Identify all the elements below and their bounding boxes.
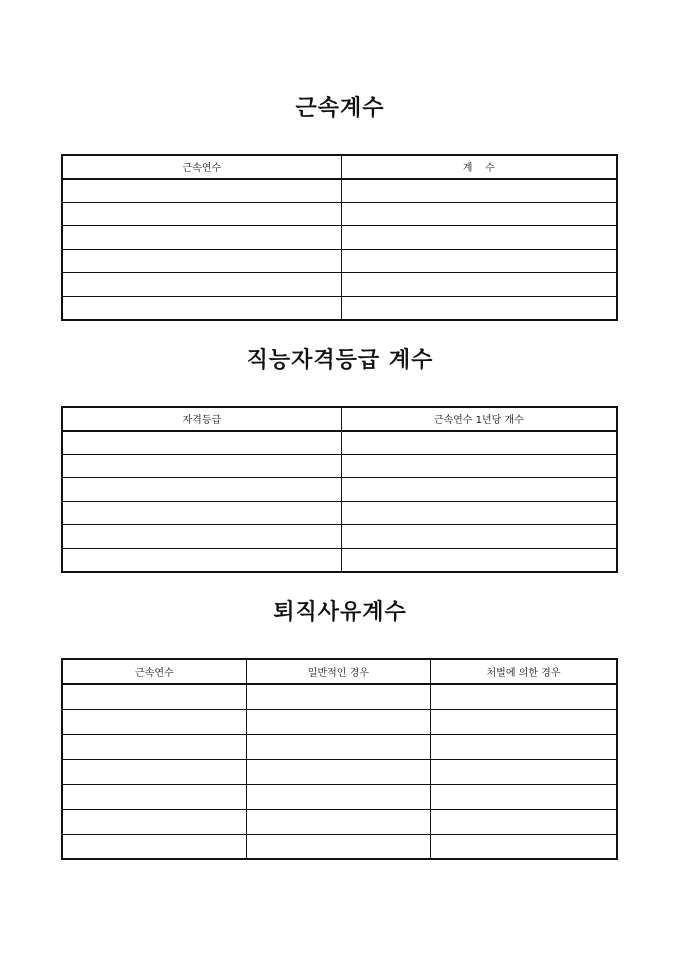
table-cell [431, 684, 618, 709]
table-cell [62, 684, 246, 709]
table-row [62, 202, 617, 226]
table-cell [62, 202, 341, 226]
table-cell [62, 549, 341, 573]
table-cell [341, 226, 617, 250]
column-header-normal-case: 일반적인 경우 [246, 659, 430, 684]
section-title-service-years-coefficient: 근속계수 [295, 96, 385, 121]
table-cell [341, 478, 617, 502]
table-cell [341, 454, 617, 478]
table-row [62, 478, 617, 502]
table-cell [246, 809, 430, 834]
table-row [62, 784, 617, 809]
table-row [62, 684, 617, 709]
table-cell [431, 809, 618, 834]
table-row [62, 431, 617, 455]
table-cell [246, 759, 430, 784]
qualification-grade-coefficient-table [61, 406, 618, 573]
column-header-coefficient: 계 수 [341, 155, 617, 179]
table-body [62, 179, 617, 321]
table-row [62, 249, 617, 273]
table-row [62, 179, 617, 203]
table-cell [341, 525, 617, 549]
table-cell [341, 273, 617, 297]
table-row [62, 226, 617, 250]
column-header-service-years: 근속연수 [62, 659, 246, 684]
table-cell [431, 709, 618, 734]
table-cell [62, 525, 341, 549]
table-cell [246, 709, 430, 734]
table-row [62, 501, 617, 525]
table-cell [431, 784, 618, 809]
table-cell [62, 273, 341, 297]
retirement-reason-coefficient-table [61, 658, 618, 860]
table-body [62, 684, 617, 859]
table-row [62, 273, 617, 297]
table-cell [62, 734, 246, 759]
table-cell [341, 249, 617, 273]
table-row [62, 454, 617, 478]
table-cell [341, 179, 617, 203]
table-cell [341, 549, 617, 573]
table-cell [62, 249, 341, 273]
table-cell [246, 834, 430, 859]
table-cell [341, 501, 617, 525]
table-cell [431, 734, 618, 759]
table-row [62, 549, 617, 573]
table-row [62, 809, 617, 834]
section-title-retirement-reason-coefficient: 퇴직사유계수 [273, 600, 407, 625]
table-header-row [62, 407, 617, 431]
table-cell [62, 809, 246, 834]
table-cell [62, 226, 341, 250]
table-header-row [62, 155, 617, 179]
table-body [62, 431, 617, 573]
service-years-coefficient-table [61, 154, 618, 321]
table-row [62, 734, 617, 759]
table-cell [62, 834, 246, 859]
table-cell [62, 784, 246, 809]
table-cell [246, 784, 430, 809]
table-cell [62, 431, 341, 455]
table-cell [431, 834, 618, 859]
table-cell [62, 501, 341, 525]
table-row [62, 525, 617, 549]
column-header-count-per-service-year: 근속연수 1년당 개수 [341, 407, 617, 431]
column-header-disciplinary-case: 처벌에 의한 경우 [431, 659, 618, 684]
table-row [62, 709, 617, 734]
table-cell [246, 684, 430, 709]
table-row [62, 834, 617, 859]
table-cell [62, 179, 341, 203]
table-cell [341, 297, 617, 321]
table-cell [431, 759, 618, 784]
table-cell [62, 478, 341, 502]
table-cell [62, 709, 246, 734]
table-cell [62, 454, 341, 478]
table-cell [62, 297, 341, 321]
column-header-qualification-grade: 자격등급 [62, 407, 341, 431]
table-cell [341, 202, 617, 226]
section-title-qualification-grade-coefficient: 직능자격등급 계수 [246, 348, 434, 373]
table-cell [246, 734, 430, 759]
table-cell [62, 759, 246, 784]
table-row [62, 297, 617, 321]
table-row [62, 759, 617, 784]
column-header-service-years: 근속연수 [62, 155, 341, 179]
table-cell [341, 431, 617, 455]
table-header-row [62, 659, 617, 684]
